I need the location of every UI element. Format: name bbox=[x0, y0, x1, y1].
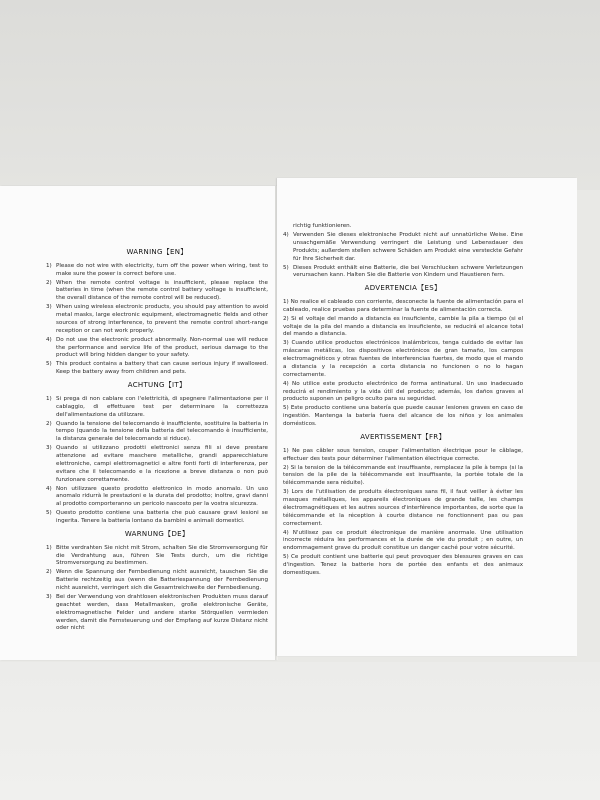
de-continuation: richtig funktionieren. bbox=[293, 223, 352, 229]
item-number: 2) bbox=[46, 279, 52, 286]
es-paragraph: 5) Este producto contiene una batería que puede causar lesiones graves en caso de ingestión. Mantenga la batería fuera del alcance de los niños y los animales domésticos. bbox=[283, 405, 523, 428]
es-paragraph: 2) Si el voltaje del mando a distancia es insuficiente, cambie la pila a tiempo (si el voltaje de la pila del mando a distancia es insuficiente, se reducirá el alcance total del mando a distancia. bbox=[283, 315, 523, 338]
right-page bbox=[277, 178, 577, 656]
item-text: Si prega di non cablare con l'elettricità, di spegnere l'alimentazione per il cablaggio, di effettuare test per determinare la correttezza dell'alimentazione da utilizzare. bbox=[56, 395, 268, 418]
es-paragraph: 1) No realice el cableado con corriente, desconecte la fuente de alimentación para el cableado, realice pruebas para determinar la fuente de alimentación correcta. bbox=[283, 298, 523, 313]
item-text: Quando si utilizzano prodotti elettronici senza fili si deve prestare attenzione ad evitare maschere metalliche, grandi apparecchiature elettroniche, campi elettromagnetici e altre fonti forti di interferenza, per evitare che il telecomando e la ricezione a breve distanza o non può funzionare correttamente. bbox=[56, 445, 268, 483]
background-surface-top bbox=[0, 0, 600, 190]
item-text: Bitte verdrahten Sie nicht mit Strom, schalten Sie die Stromversorgung für die Verdrahtung aus, führen Sie Tests durch, um die richtige Stromversorgung zu bestimmen. bbox=[56, 544, 268, 567]
item-text: Questo prodotto contiene una batteria che può causare gravi lesioni se ingerita. Tenere la batteria lontano da bambini e animali domestici. bbox=[56, 510, 268, 525]
item-number: 4) bbox=[46, 336, 52, 343]
list-item bbox=[46, 280, 268, 303]
item-number: 5) bbox=[283, 264, 289, 271]
item-number: 2) bbox=[46, 569, 52, 576]
fr-paragraph: 2) Si la tension de la télécommande est insuffisante, remplacez la pile à temps (si la tension de la pile de la télécommande est insuffisante, la portée totale de la télécommande sera réduite). bbox=[283, 464, 523, 487]
list-item bbox=[46, 263, 268, 279]
item-number: 1) bbox=[46, 395, 52, 402]
left-page-content bbox=[46, 244, 268, 634]
item-text: Non utilizzare questo prodotto elettronico in modo anomalo. Un uso anomalo ridurrà le prestazioni e la durata del prodotto; inoltre, gravi danni al prodotto comporteranno un pericolo nascosto per la vostra sicurezza. bbox=[56, 485, 268, 508]
list-item bbox=[46, 337, 268, 360]
section-title-fr: AVERTISSEMENT【FR】 bbox=[360, 432, 446, 441]
list-item bbox=[46, 361, 268, 377]
list-item bbox=[46, 594, 268, 633]
list-item bbox=[46, 304, 268, 335]
item-text: Quando la tensione del telecomando è insufficiente, sostituire la batteria in tempo (quando la tensione della batteria del telecomando è insufficiente, la distanza generale del telecomando si riduce). bbox=[56, 420, 268, 443]
item-number: 1) bbox=[46, 544, 52, 551]
section-title-de: WARNUNG【DE】 bbox=[124, 529, 190, 538]
item-number: 3) bbox=[46, 304, 52, 311]
section-title-es: ADVERTENCIA【ES】 bbox=[364, 284, 442, 293]
es-paragraph: 3) Cuando utilice productos electrónicos inalámbricos, tenga cuidado de evitar las máscaras metálicas, los dispositivos electrónicos de gran tamaño, los campos electromagnéticos y otras fuentes de interferencias fuertes, de modo que el mando a distancia y la recepción a corta distancia no funcionen o no lo hagan correctamente. bbox=[283, 340, 523, 378]
list-item bbox=[46, 569, 268, 592]
list-item bbox=[46, 396, 268, 419]
item-text: This product contains a battery that can cause serious injury if swallowed. Keep the battery away from children and pets. bbox=[56, 361, 268, 376]
item-number: 3) bbox=[46, 594, 52, 601]
list-item bbox=[46, 545, 268, 568]
item-text: Do not use the electronic product abnormally. Non-normal use will reduce the performance and service life of the product, serious damage to the product will bring hidden danger to your safety. bbox=[56, 336, 268, 359]
section-title-en: WARNING【EN】 bbox=[126, 248, 188, 256]
background-surface-bottom bbox=[0, 662, 600, 800]
section-title-it: ACHTUNG【IT】 bbox=[127, 381, 187, 390]
fr-paragraph: 3) Lors de l'utilisation de produits électroniques sans fil, il faut veiller à éviter les masques métalliques, les appareils électroniques de grande taille, les champs électromagnétiques et les autres sources d'interférence importantes, de sorte que la télécommande et la réception à courte distance ne fonctionnent pas ou pas correctement. bbox=[283, 489, 523, 527]
item-text: Wenn die Spannung der Fernbedienung nicht ausreicht, tauschen Sie die Batterie rechtzeitig aus (wenn die Batteriespannung der Fernbedienung nicht ausreicht, verringert sich die Gesamtreichweite der Fernbedienung. bbox=[56, 569, 268, 592]
item-number: 5) bbox=[46, 510, 52, 517]
fr-paragraph: 5) Ce produit contient une batterie qui peut provoquer des blessures graves en cas d'ingestion. Tenez la batterie hors de portée des enfants et des animaux domestiques. bbox=[283, 554, 523, 576]
fr-paragraph: 4) N'utilisez pas ce produit électronique de manière anormale. Une utilisation incorrecte réduira les performances et la durée de vie du produit ; en outre, un endommagement grave du produit constitue un danger caché pour votre sécurité. bbox=[283, 529, 523, 552]
list-item bbox=[283, 232, 523, 263]
list-item bbox=[46, 486, 268, 509]
fr-paragraph: 1) Ne pas câbler sous tension, couper l'alimentation électrique pour le câblage, effectuer des tests pour déterminer l'alimentation électrique correcte. bbox=[283, 447, 523, 462]
list-item bbox=[283, 265, 523, 281]
list-item bbox=[46, 510, 268, 526]
item-text: Please do not wire with electricity, turn off the power when wiring, test to make sure the power is correct before use. bbox=[56, 262, 268, 277]
item-text: Bei der Verwendung von drahtlosen elektronischen Produkten muss darauf geachtet werden, dass Metallmasken, große elektronische Geräte, elektromagnetische Felder und andere starke Störquellen vermieden werden, damit die Fernsteuerung und der Empfang auf kurze Distanz nicht oder nicht bbox=[56, 594, 268, 632]
list-item bbox=[46, 421, 268, 444]
item-number: 4) bbox=[283, 232, 289, 239]
left-page bbox=[0, 186, 276, 660]
list-item bbox=[46, 445, 268, 484]
item-number: 1) bbox=[46, 262, 52, 269]
es-paragraph: 4) No utilice este producto electrónico de forma antinatural. Un uso inadecuado reducirá el rendimiento y la vida útil del producto; además, los daños graves al producto suponen un peligro oculto para su seguridad. bbox=[283, 380, 523, 403]
item-text: When the remote control voltage is insufficient, please replace the batteries in time (when the remote control battery voltage is insufficient, the overall distance of the remote control will be reduced). bbox=[56, 279, 268, 302]
right-page-content bbox=[283, 223, 523, 579]
item-text: Dieses Produkt enthält eine Batterie, die bei Verschlucken schwere Verletzungen verursachen kann. Halten Sie die Batterie von Kindern und Haustieren fern. bbox=[293, 264, 523, 279]
item-number: 2) bbox=[46, 420, 52, 427]
item-text: When using wireless electronic products, you should pay attention to avoid metal masks, large electronic equipment, electromagnetic fields and other sources of strong interference, to prevent the remote control short-range reception or can not work properly. bbox=[56, 304, 268, 334]
item-number: 4) bbox=[46, 485, 52, 492]
item-number: 5) bbox=[46, 361, 52, 368]
item-number: 3) bbox=[46, 445, 52, 452]
item-text: Verwenden Sie dieses elektronische Produkt nicht auf unnatürliche Weise. Eine unsachgemäße Verwendung verringert die Leistung und Lebensdauer des Produkts; außerdem stellen schwere Schäden am Produkt eine versteckte Gefahr für Ihre Sicherheit dar. bbox=[293, 232, 523, 262]
